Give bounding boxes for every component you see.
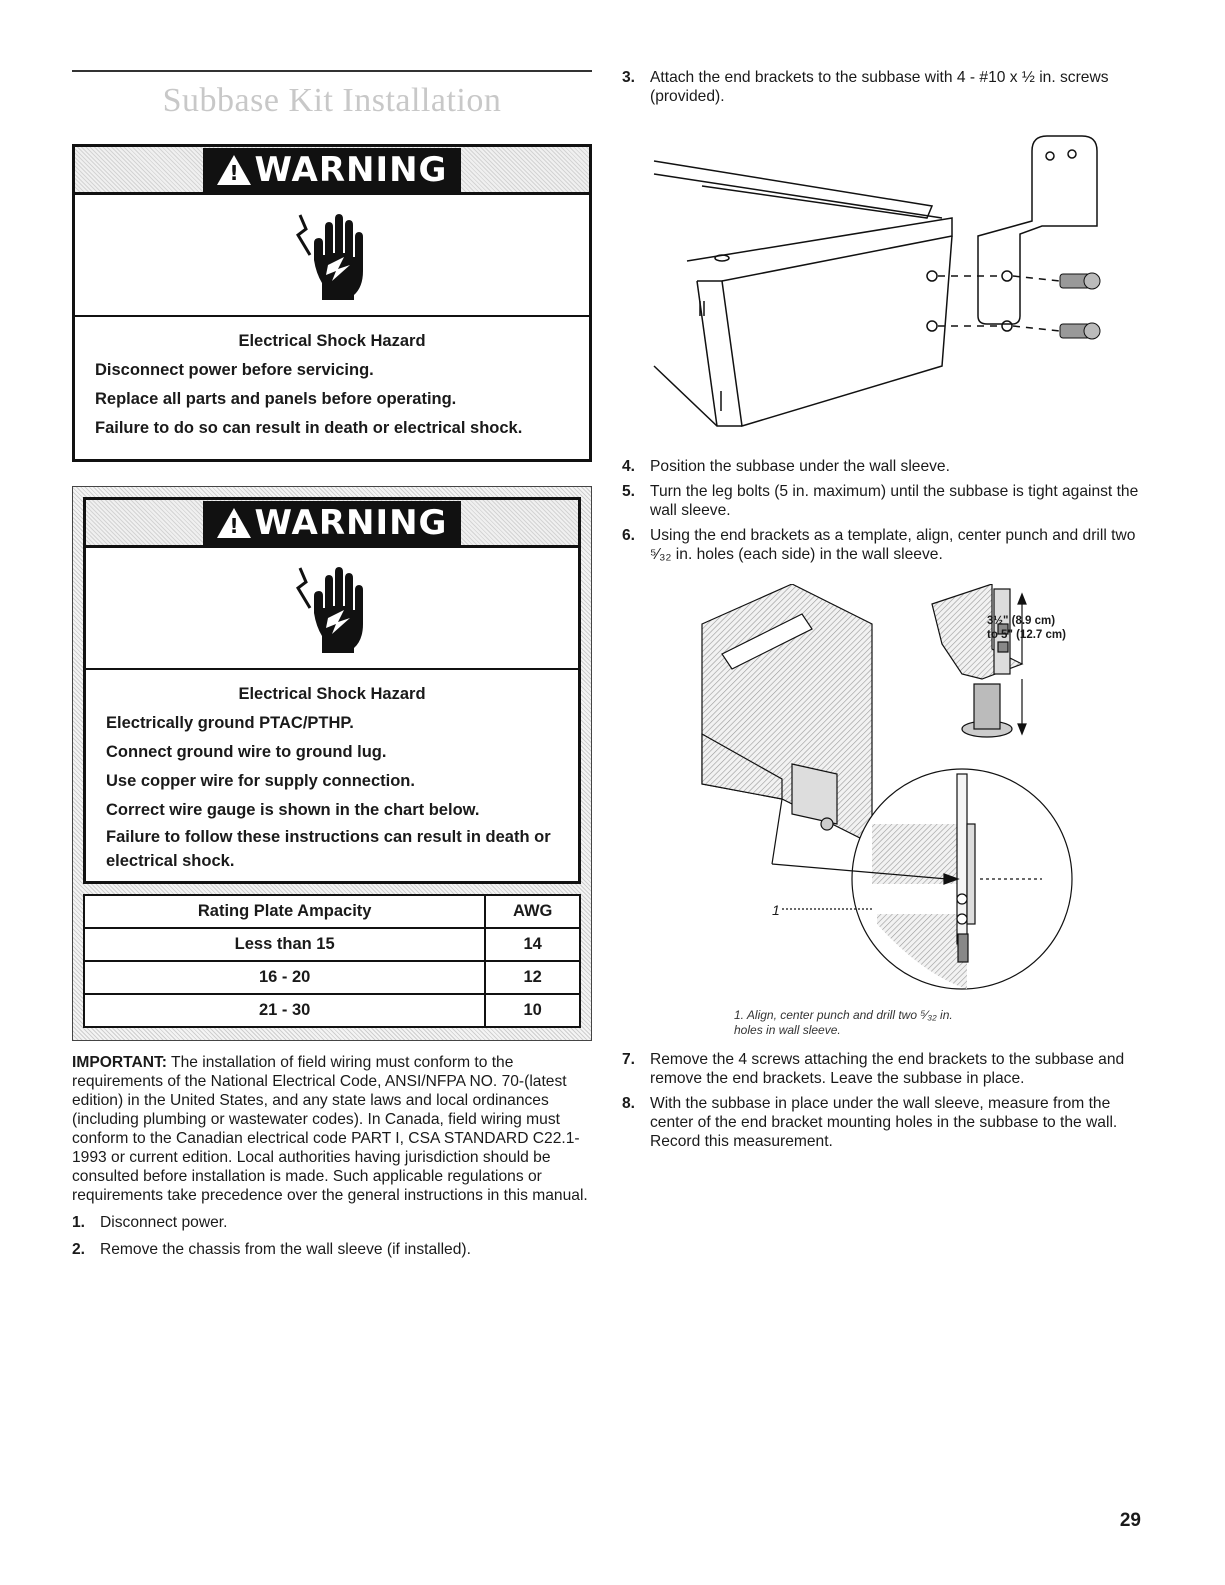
step-text: With the subbase in place under the wall sleeve, measure from the center of the end bracket mounting holes in the subbase to the wall. Record this measurement. — [650, 1095, 1118, 1150]
warning-header — [75, 147, 589, 195]
step-number: 4. — [622, 458, 636, 475]
warning-triangle-icon — [217, 508, 251, 538]
step-number: 7. — [622, 1051, 636, 1068]
step-number: 5. — [622, 483, 636, 500]
callout-number: 1 — [772, 902, 780, 918]
warning-heading: Electrical Shock Hazard — [238, 332, 426, 350]
warning-word: WARNING — [254, 502, 448, 543]
warning-triangle-icon — [217, 155, 251, 185]
warning-heading: Electrical Shock Hazard — [238, 685, 426, 703]
electric-shock-hand-icon — [292, 205, 372, 305]
dimension-label — [987, 614, 1066, 642]
step-text: Disconnect power. — [100, 1214, 228, 1231]
step-item — [622, 526, 1152, 564]
page-number: 29 — [1119, 1510, 1141, 1531]
electric-shock-hand-icon — [292, 558, 372, 658]
warning-word: WARNING — [254, 149, 448, 190]
step-item — [72, 1213, 592, 1232]
right-column — [622, 60, 1152, 1151]
bracket-attachment-figure — [642, 126, 1112, 446]
warning-line: Use copper wire for supply connection. — [106, 772, 415, 790]
left-column — [72, 60, 592, 1259]
step-number: 1. — [72, 1214, 86, 1231]
warning-box-2 — [83, 497, 581, 884]
warning-frame-2 — [72, 486, 592, 1041]
warning-line: Failure to follow these instructions can result in death or electrical shock. — [106, 828, 551, 870]
step-number: 8. — [622, 1095, 636, 1112]
step-item — [622, 68, 1152, 106]
shock-hazard-icon-area — [75, 195, 589, 317]
step-text: Turn the leg bolts (5 in. maximum) until the subbase is tight against the wall sleeve. — [650, 483, 1139, 519]
important-paragraph — [72, 1053, 592, 1205]
table-header: AWG — [485, 895, 580, 928]
table-cell: 10 — [485, 994, 580, 1027]
table-header: Rating Plate Ampacity — [84, 895, 485, 928]
warning-text-1 — [75, 317, 589, 457]
table-cell: 12 — [485, 961, 580, 994]
warning-line: Correct wire gauge is shown in the chart below. — [106, 801, 480, 819]
step-text: Using the end brackets as a template, align, center punch and drill two ⁵⁄₃₂ in. holes (each side) in the wall sleeve. — [650, 527, 1136, 563]
step-item — [622, 457, 1152, 476]
warning-box-1 — [72, 144, 592, 462]
step-number: 2. — [72, 1241, 86, 1258]
table-row — [84, 961, 580, 994]
warning-text-2 — [86, 670, 578, 881]
warning-line: Failure to do so can result in death or electrical shock. — [95, 419, 523, 437]
step-item — [622, 482, 1152, 520]
warning-line: Replace all parts and panels before operating. — [95, 390, 457, 408]
step-text: Attach the end brackets to the subbase with 4 - #10 x ½ in. screws (provided). — [650, 69, 1109, 105]
step-item — [72, 1240, 592, 1259]
step-number: 3. — [622, 69, 636, 86]
ampacity-table — [83, 894, 581, 1028]
dimension-line-2: to 5" (12.7 cm) — [987, 629, 1066, 641]
table-cell: 14 — [485, 928, 580, 961]
dimension-line-1: 3½" (8.9 cm) — [987, 615, 1056, 627]
figure-caption: 1. Align, center punch and drill two ⁵⁄₃₂ in. holes in wall sleeve. — [734, 1008, 953, 1037]
step-item — [622, 1050, 1152, 1088]
important-text: The installation of field wiring must conform to the requirements of the National Electrical Code, ANSI/NFPA NO. 70-(latest edition) in the United States, and any state laws and local ordinances (including plumbing or wastewater codes). In Canada, field wiring must conform to the Canadian electrical code PART I, CSA STANDARD C22.1-1993 or current edition. Local authorities having jurisdiction should be consulted before installation is made. Such applicable regulations or requirements take precedence over the general instructions in this manual. — [72, 1054, 588, 1204]
step-text: Remove the 4 screws attaching the end brackets to the subbase and remove the end brackets. Leave the subbase in place. — [650, 1051, 1125, 1087]
shock-hazard-icon-area — [86, 548, 578, 670]
section-title: Subbase Kit Installation — [162, 82, 502, 119]
table-row — [84, 994, 580, 1027]
important-label: IMPORTANT: — [72, 1054, 167, 1071]
step-text: Position the subbase under the wall sleeve. — [650, 458, 950, 475]
warning-line: Disconnect power before servicing. — [95, 361, 374, 379]
top-rule — [72, 70, 592, 72]
warning-header — [86, 500, 578, 548]
table-cell: 21 - 30 — [84, 994, 485, 1027]
alignment-figure — [662, 584, 1142, 1004]
warning-line: Connect ground wire to ground lug. — [106, 743, 387, 761]
step-text: Remove the chassis from the wall sleeve (if installed). — [100, 1241, 471, 1258]
table-header-row — [84, 895, 580, 928]
warning-line: Electrically ground PTAC/PTHP. — [106, 714, 354, 732]
step-item — [622, 1094, 1152, 1151]
alignment-figure-drawing — [662, 584, 1142, 1004]
table-cell: 16 - 20 — [84, 961, 485, 994]
table-row — [84, 928, 580, 961]
step-number: 6. — [622, 527, 636, 544]
table-cell: Less than 15 — [84, 928, 485, 961]
